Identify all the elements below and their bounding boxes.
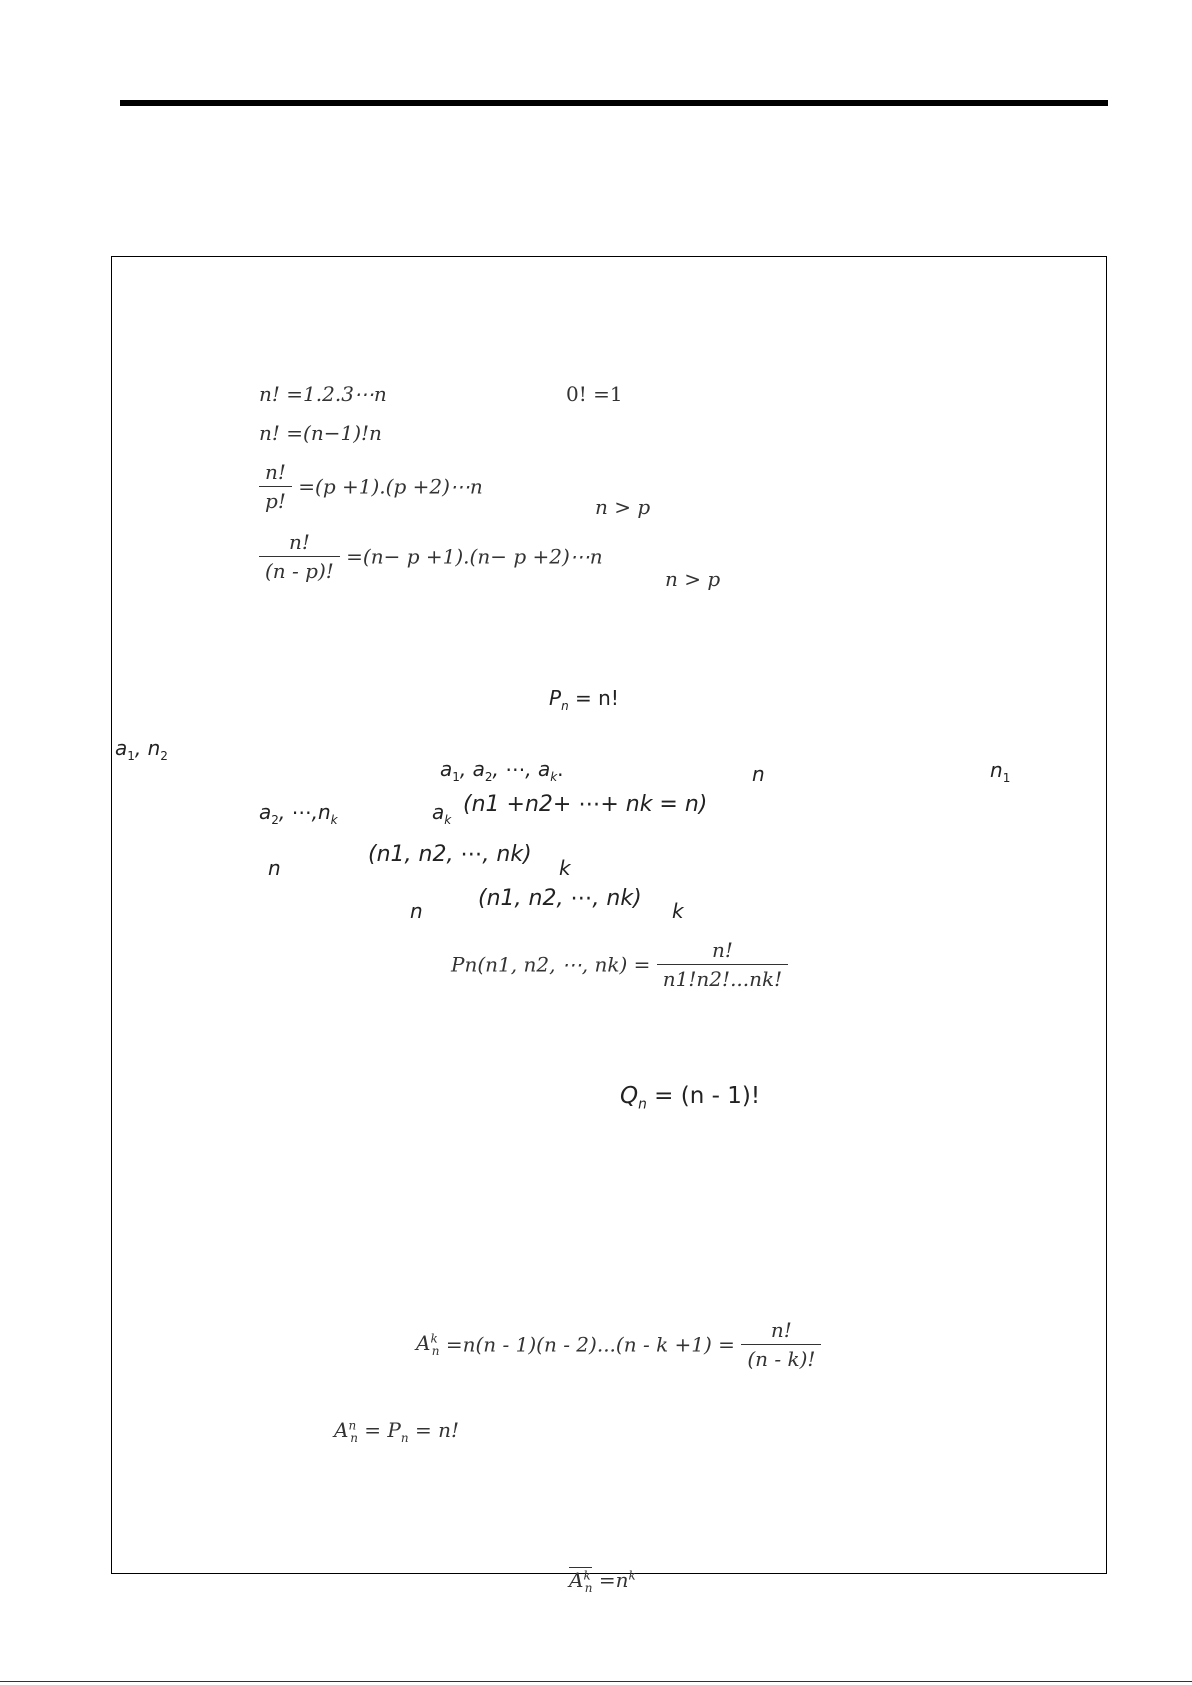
permutation-formula: $P_n = n$! [549,686,619,713]
repetition-arrangement-formula: $A^k_n =n^k$ [569,1568,636,1595]
variable-k-2: k [672,899,684,923]
condition-n-gt-p-2: n > p [665,567,721,591]
a1-n2-fragment: $a_1$, $n_2$ [115,736,168,763]
variable-n-2: n [268,856,281,880]
tuple-1: (n1, n2, ⋯, nk) [368,842,532,867]
zero-factorial: 0! =1 [566,382,623,406]
circular-permutation-formula: $Q_n = (n - 1)$! [620,1083,761,1113]
factorial-ratio: $\frac{n!}{p!}$ =(p +1).(p +2)⋯n [259,460,483,513]
factorial-recursion: n! =(n−1)!n [259,421,382,445]
arrangement-formula: $A^k_n =n(n - 1)(n - 2)...(n - k +1)$ = $\frac{n!}{(n - k)!}$ [416,1318,821,1371]
arrangement-permutation-identity: $A^n_n = P_n = n$! [334,1418,459,1445]
ak-fragment: $a_k$ [432,800,452,827]
multinomial-formula: Pn(n1, n2, ⋯, nk) = $\frac{n!}{n1!n2!...nk!}$ [451,938,788,991]
variable-n1: $n_1$ [990,758,1011,785]
factorial-ratio-2: $\frac{n!}{(n - p)!}$ =(n− p +1).(n− p +2)⋯n [259,530,603,583]
element-sequence: $a_1$, $a_2$, ⋯, $a_k$. [440,757,564,784]
footer-rule [0,1681,1192,1682]
content-frame [111,256,1107,1574]
a2-nk-fragment: $a_2$, $\cdots,n_k$ [259,800,338,827]
factorial-definition: n! =1.2.3⋯n [259,382,387,406]
variable-n-1: n [752,762,765,786]
header-rule [120,100,1108,106]
tuple-2: (n1, n2, ⋯, nk) [478,886,642,911]
condition-n-gt-p-1: n > p [595,495,651,519]
sum-condition: (n1 +n2+ ⋯+ nk = n) [463,792,708,817]
variable-n-3: n [410,899,423,923]
variable-k-1: k [559,856,571,880]
